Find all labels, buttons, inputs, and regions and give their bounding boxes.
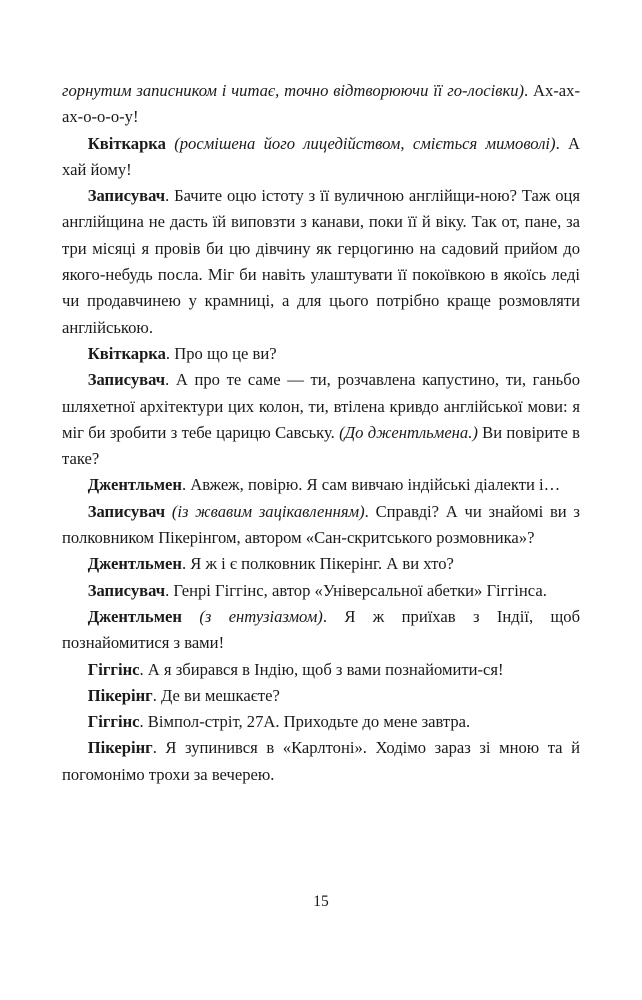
stage-direction-inline: (До джентльмена.) — [334, 422, 478, 442]
stage-direction: (росмішена його лицедійством, сміється мимоволі) — [165, 133, 556, 153]
speaker-name: Джентльмен — [87, 554, 182, 574]
paragraph-speech — [62, 499, 580, 552]
paragraph-speech — [62, 657, 580, 683]
speaker-name: Гіггінс — [87, 659, 140, 679]
paragraph-speech — [62, 578, 580, 604]
paragraph-text: . А про те саме — ти, розчавлена капустино, ти, ганьбо шляхетної архітектури цих колон, ти, втілена кривдо англійської мови: я міг би зробити з тебе царицю Савську. — [62, 370, 580, 442]
paragraph-speech — [62, 472, 580, 498]
paragraph-text: . Про що це ви? — [165, 343, 277, 363]
paragraph-speech — [62, 341, 580, 367]
paragraph-text: . Я зупинився в «Карлтоні». Ходімо зараз зі мною та й погомонімо трохи за вечерею. — [62, 738, 580, 784]
paragraph-text: . Бачите оцю істоту з її вуличною англійщи-ною? Таж оця англійщина не дасть їй виповзти з канави, поки її й віку. Так от, пане, за три місяці я провів би цю дівчину як герцогиню на садовий прийом до якого-небудь посла. Міг би навіть улаштувати її покоївкою в якоїсь леді чи продавчинею у крамниці, а для цього потрібно краще розмовляти англійською. — [62, 186, 580, 337]
speaker-name: Гіггінс — [87, 712, 140, 732]
paragraph-speech — [62, 131, 580, 184]
paragraph-text: . Я ж і є полковник Пікерінг. А ви хто? — [181, 554, 454, 574]
speaker-name: Записувач — [87, 186, 166, 206]
paragraph-text: . Де ви мешкаєте? — [152, 685, 280, 705]
paragraph-text: . Справді? А чи знайомі ви з полковником Пікерінгом, автором «Сан-скритського розмовника»? — [62, 501, 580, 548]
paragraph-speech — [62, 367, 580, 472]
paragraph-speech — [62, 709, 580, 735]
paragraph-text: . А я збирався в Індію, щоб з вами познайомити-ся! — [139, 659, 504, 679]
stage-direction-continued: горнутим записником і читає, точно відтворюючи її го-лосівки) — [62, 81, 525, 100]
speaker-name: Записувач — [87, 501, 166, 521]
stage-direction: (із жвавим зацікавленням) — [165, 501, 365, 521]
paragraph-speech — [62, 183, 580, 341]
speaker-name: Джентльмен — [87, 475, 182, 495]
paragraph-text: . Вімпол-стріт, 27А. Приходьте до мене завтра. — [139, 712, 471, 732]
page-number: 15 — [313, 893, 329, 910]
paragraph-text: . Я ж приїхав з Індії, щоб познайомитися з вами! — [62, 606, 581, 653]
paragraph-speech — [62, 551, 580, 577]
speaker-name: Пікерінг — [87, 738, 153, 758]
speaker-name: Записувач — [87, 580, 166, 600]
page-body — [62, 78, 580, 788]
paragraph-speech — [62, 683, 580, 709]
paragraph-speech — [62, 604, 580, 657]
speaker-name: Пікерінг — [87, 685, 153, 705]
paragraph-text: . Генрі Гіггінс, автор «Універсальної абетки» Гіггінса. — [165, 580, 547, 600]
speaker-name: Джентльмен — [87, 606, 182, 626]
stage-direction: (з ентузіазмом) — [181, 606, 323, 626]
speaker-name: Записувач — [87, 370, 166, 390]
paragraph-speech — [62, 735, 580, 788]
paragraph-text-after: Ви повірите в таке? — [62, 422, 580, 469]
speaker-name: Квіткарка — [87, 343, 166, 363]
speaker-name: Квіткарка — [87, 133, 166, 153]
paragraph-text: . А хай йому! — [62, 133, 580, 179]
paragraph-text: . Ах-ах-ах-о-о-о-у! — [62, 81, 580, 127]
paragraph-text: . Авжеж, повірю. Я сам вивчаю індійські діалекти і… — [181, 475, 561, 495]
paragraph-continuation — [62, 78, 580, 131]
